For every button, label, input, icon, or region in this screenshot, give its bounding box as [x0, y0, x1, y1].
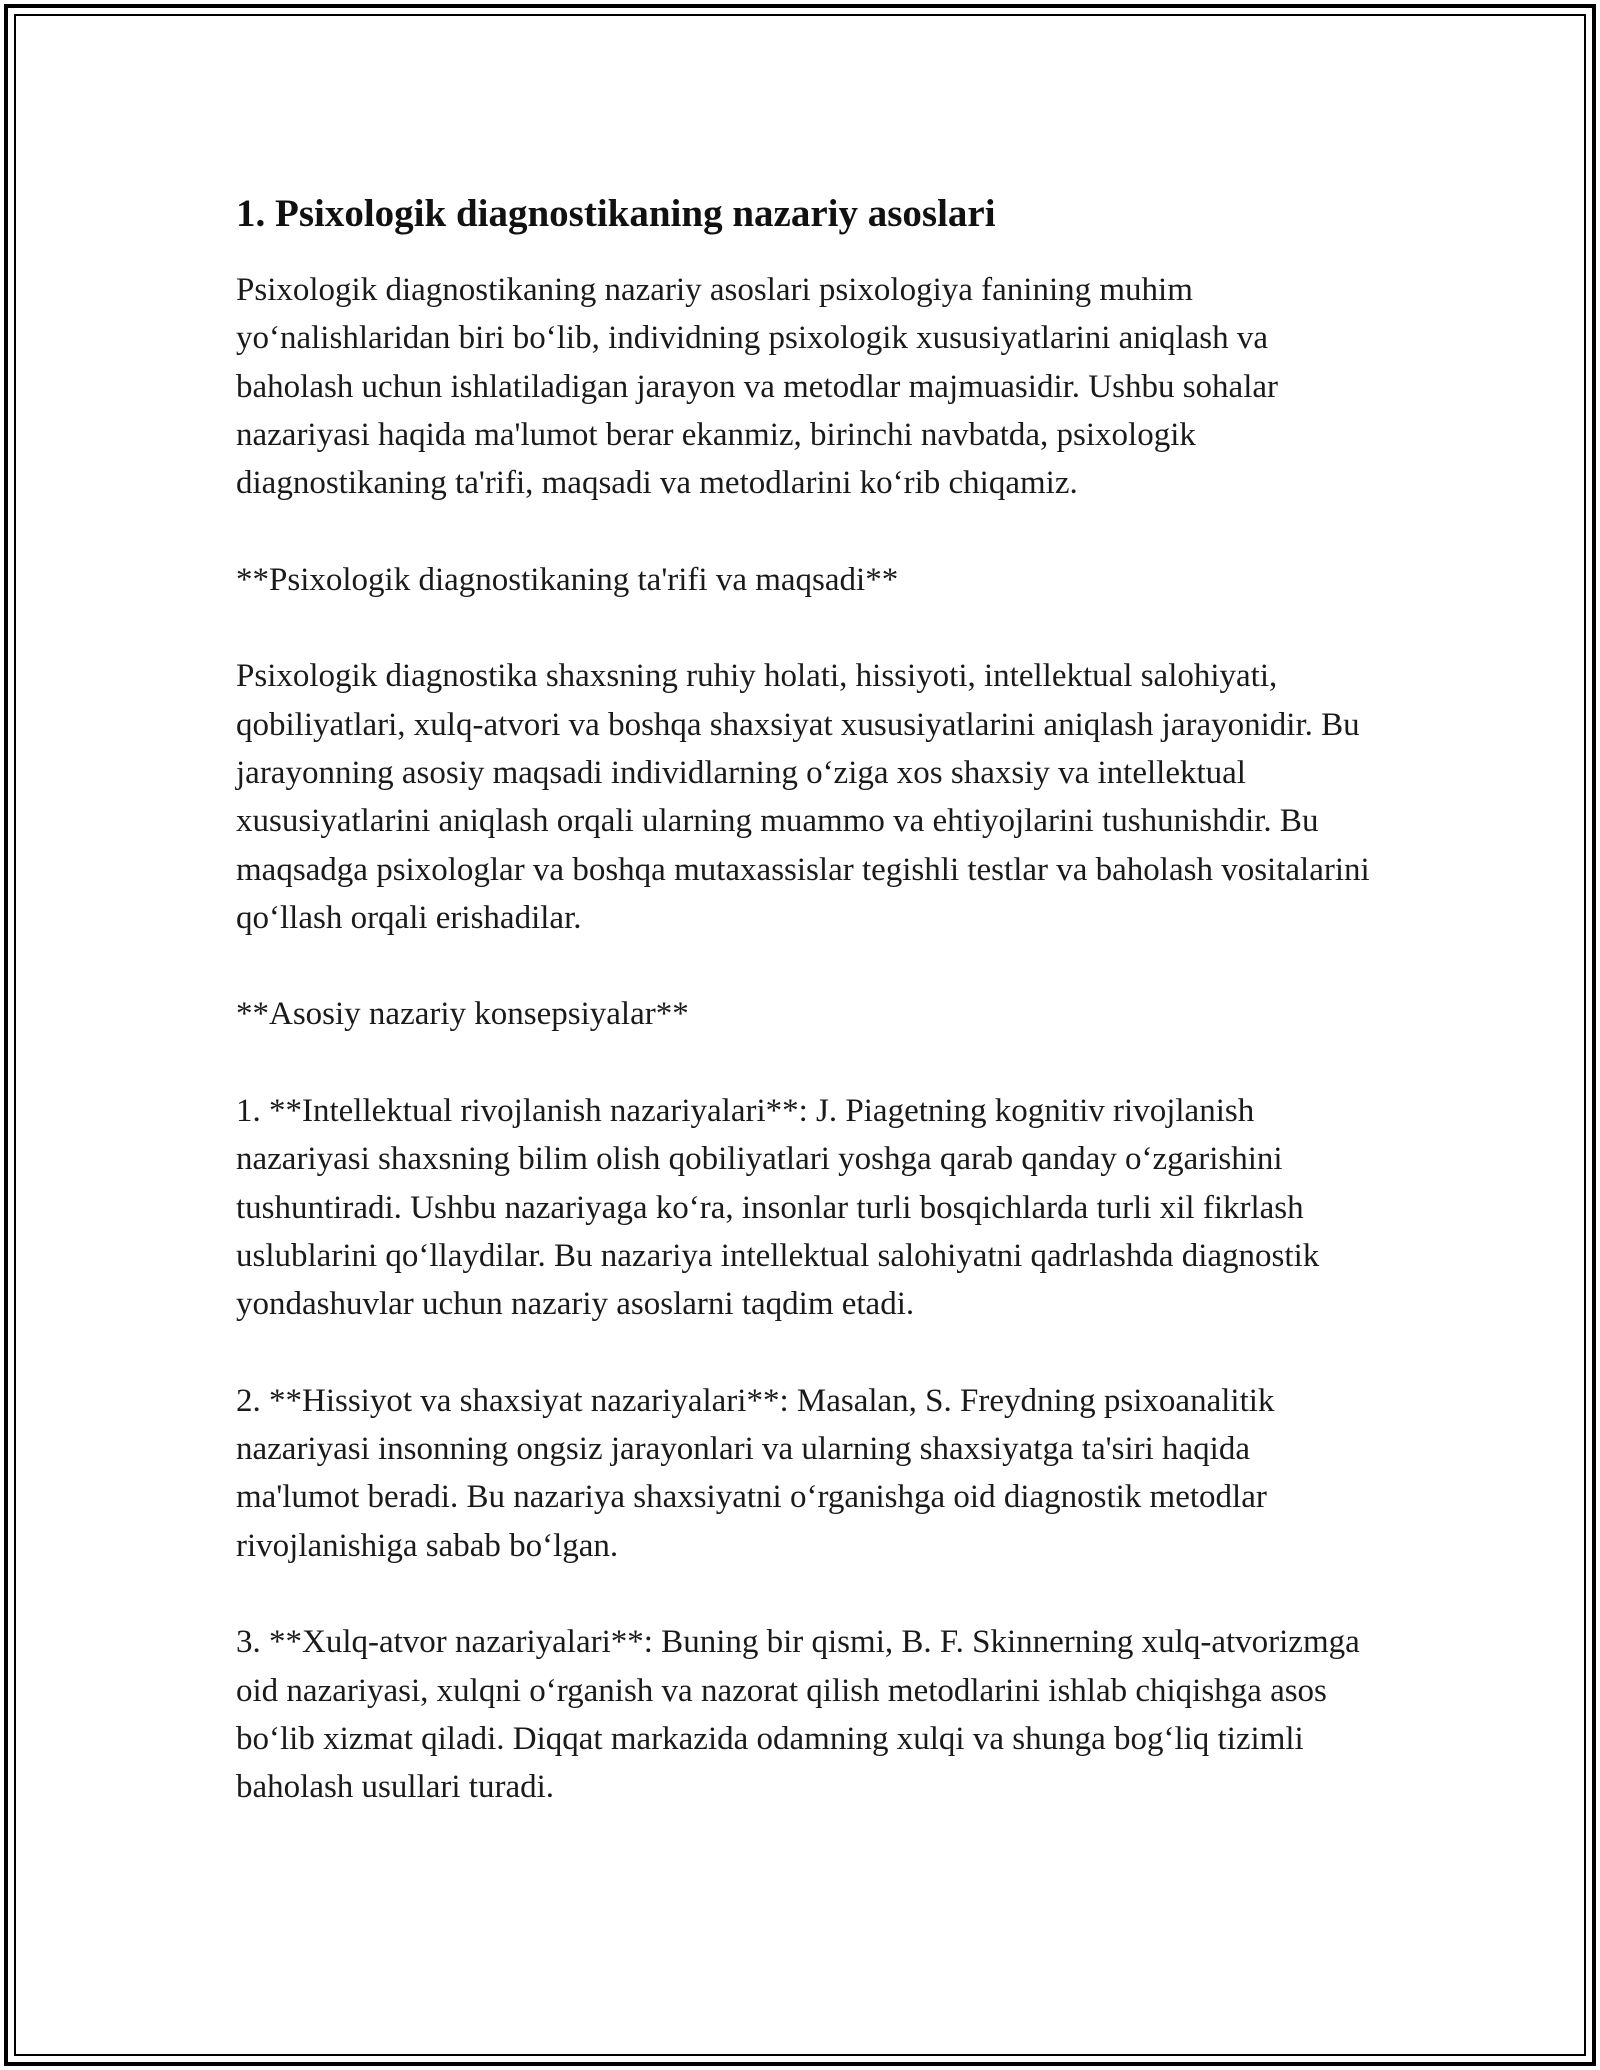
intro-paragraph: Psixologik diagnostikaning nazariy asoslari psixologiya fanining muhim yo‘nalishlaridan biri bo‘lib, individning psixologik xususiyatlarini aniqlash va baholash uchun ishlatiladigan jarayon va metodlar majmuasidir. Ushbu sohalar nazariyasi haqida ma'lumot berar ekanmiz, birinchi navbatda, psixologik diagnostikaning ta'rifi, maqsadi va metodlarini ko‘rib chiqamiz.: [236, 272, 1278, 502]
definition-paragraph: Psixologik diagnostika shaxsning ruhiy holati, hissiyoti, intellektual salohiyati, qobiliyatlari, xulq-atvori va boshqa shaxsiyat xususiyatlarini aniqlash jarayonidir. Bu jarayonning asosiy maqsadi individlarning o‘ziga xos shaxsiy va intellektual xususiyatlarini aniqlash orqali ularning muammo va ehtiyojlarini tushunishdir. Bu maqsadga psixologlar va boshqa mutaxassislar tegishli testlar va baholash vositalarini qo‘llash orqali erishadilar.: [236, 658, 1370, 936]
list-item-behavior-theories: 3. **Xulq-atvor nazariyalari**: Buning bir qismi, B. F. Skinnerning xulq-atvorizmga oid nazariyasi, xulqni o‘rganish va nazorat qilish metodlarini ishlab chiqishga asos bo‘lib xizmat qiladi. Diqqat markazida odamning xulqi va shunga bog‘liq tizimli baholash usullari turadi.: [236, 1624, 1360, 1806]
section-heading: 1. Psixologik diagnostikaning nazariy asoslari: [236, 192, 996, 235]
list-item-emotion-personality-theories: 2. **Hissiyot va shaxsiyat nazariyalari**: Masalan, S. Freydning psixoanalitik nazariyasi insonning ongsiz jarayonlari va ularning shaxsiyatga ta'siri haqida ma'lumot beradi. Bu nazariya shaxsiyatni o‘rganishga oid diagnostik metodlar rivojlanishiga sabab bo‘lgan.: [236, 1382, 1275, 1564]
subheading-theoretical-concepts: **Asosiy nazariy konsepsiyalar**: [236, 996, 689, 1033]
subheading-definition-purpose: **Psixologik diagnostikaning ta'rifi va maqsadi**: [236, 561, 899, 598]
document-body: [236, 188, 1376, 1860]
list-item-intellectual-theories: 1. **Intellektual rivojlanish nazariyalari**: J. Piagetning kognitiv rivojlanish nazariyasi shaxsning bilim olish qobiliyatlari yoshga qarab qanday o‘zgarishini tushuntiradi. Ushbu nazariyaga ko‘ra, insonlar turli bosqichlarda turli xil fikrlash uslublarini qo‘llaydilar. Bu nazariya intellektual salohiyatni qadrlashda diagnostik yondashuvlar uchun nazariy asoslarni taqdim etadi.: [236, 1093, 1320, 1323]
